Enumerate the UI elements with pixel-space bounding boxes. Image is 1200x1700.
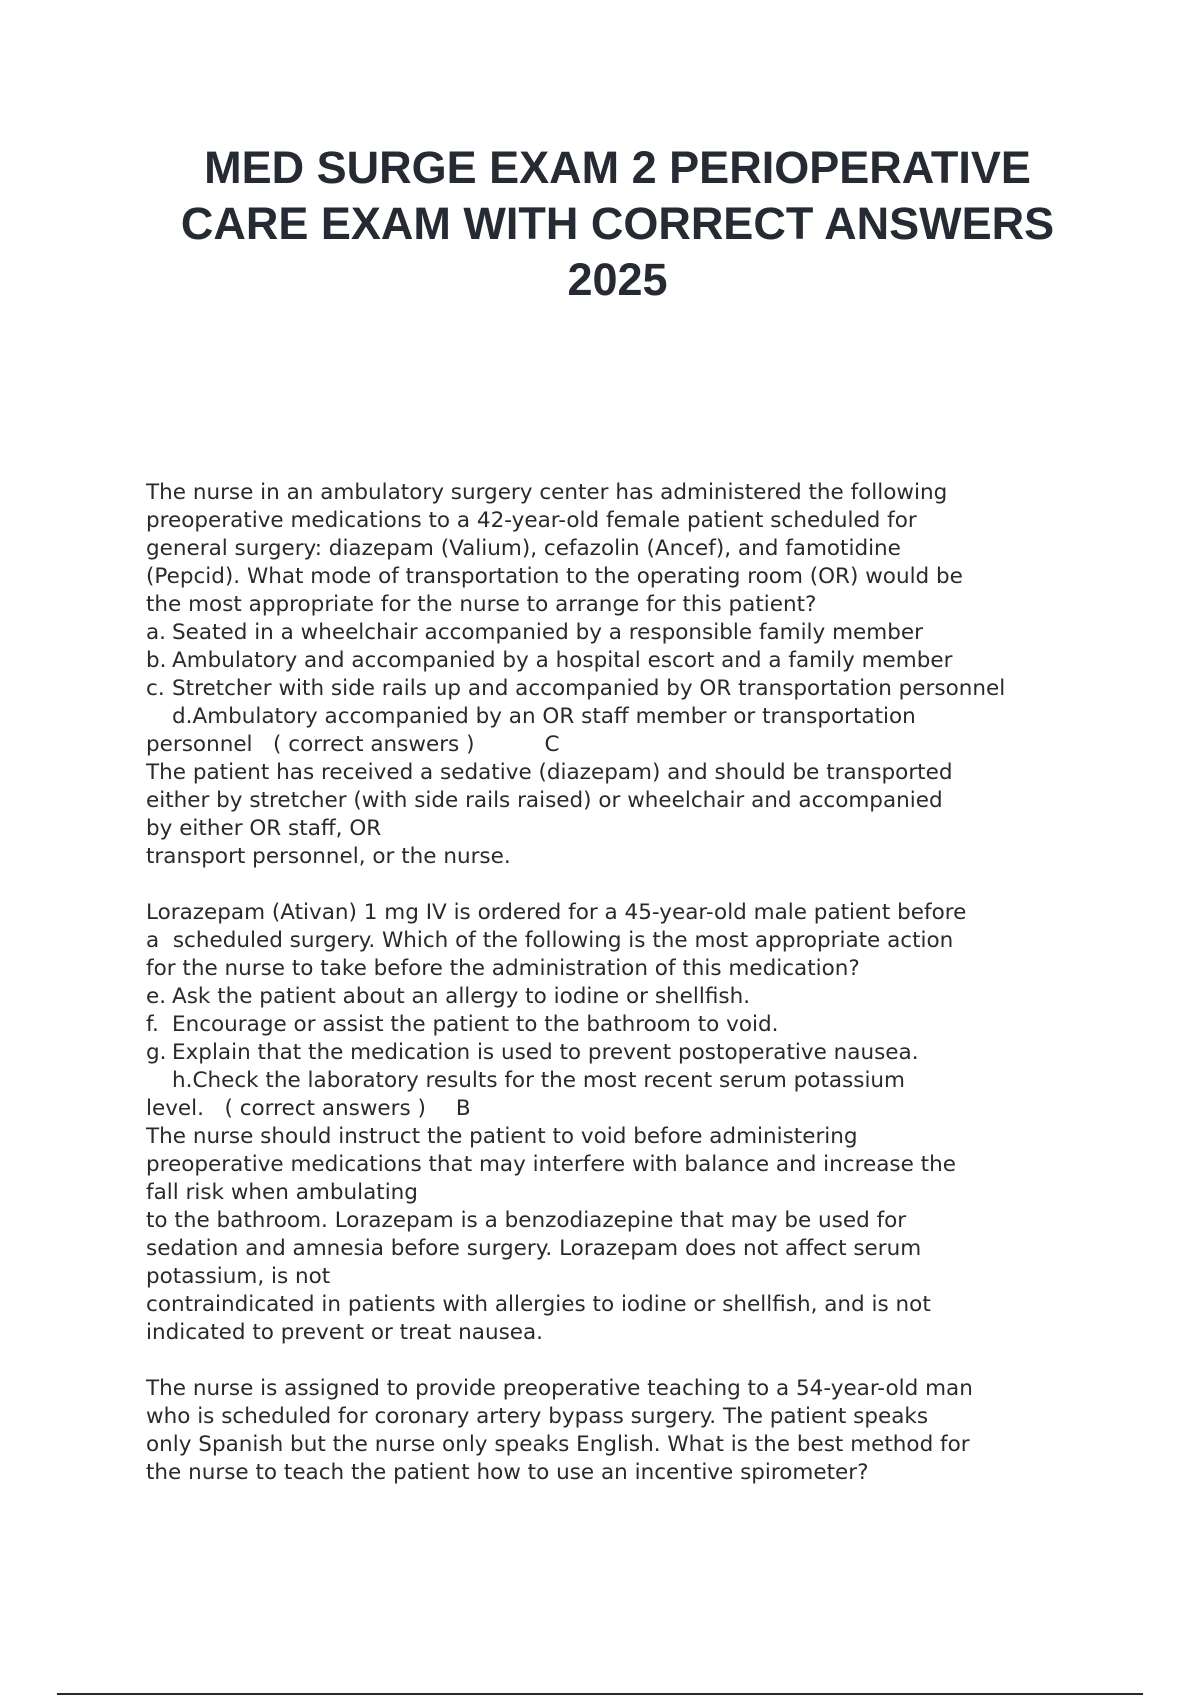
option-text: Seated in a wheelchair accompanied by a responsible family member [172,620,923,645]
question-2 [146,899,1106,1347]
question-2-stem [146,899,1106,983]
title-line-3: 2025 [567,254,668,305]
option-text: Ask the patient about an allergy to iodine or shellfish. [172,984,751,1009]
stem-line: general surgery: diazepam (Valium), cefazolin (Ancef), and famotidine [146,536,901,561]
option-text: Explain that the medication is used to prevent postoperative nausea. [172,1040,919,1065]
stem-line: who is scheduled for coronary artery bypass surgery. The patient speaks [146,1404,929,1429]
rationale-line: transport personnel, or the nurse. [146,844,511,869]
title-line-2: CARE EXAM WITH CORRECT ANSWERS [180,198,1055,249]
option-g [146,1039,1106,1067]
rationale-line: preoperative medications that may interfere with balance and increase the [146,1152,956,1177]
question-3 [146,1375,1106,1487]
option-letter: c. [146,676,165,701]
option-d: d.Ambulatory accompanied by an OR staff member or transportation [172,704,916,729]
correct-answer: C [544,732,560,757]
option-text: Encourage or assist the patient to the bathroom to void. [172,1012,779,1037]
stem-line: for the nurse to take before the administration of this medication? [146,956,860,981]
question-2-rationale [146,1123,1106,1347]
stem-line: Lorazepam (Ativan) 1 mg IV is ordered for a 45-year-old male patient before [146,900,967,925]
rationale-line: The nurse should instruct the patient to void before administering [146,1124,858,1149]
document-body [146,479,1106,1515]
rationale-line: fall risk when ambulating [146,1180,418,1205]
option-e [146,983,1106,1011]
title-line-1: MED SURGE EXAM 2 PERIOPERATIVE [204,142,1031,193]
option-letter: e. [146,984,167,1009]
rationale-line: either by stretcher (with side rails raised) or wheelchair and accompanied [146,788,943,813]
rationale-line: The patient has received a sedative (diazepam) and should be transported [146,760,953,785]
option-text: Stretcher with side rails up and accompanied by OR transportation personnel [172,676,1006,701]
stem-line: The nurse is assigned to provide preoperative teaching to a 54-year-old man [146,1376,973,1401]
option-letter: f. [146,1012,159,1037]
answer-marker: ( correct answers ) [224,1096,426,1121]
stem-line: preoperative medications to a 42-year-old female patient scheduled for [146,508,917,533]
option-letter: a. [146,620,167,645]
stem-line: The nurse in an ambulatory surgery center has administered the following [146,480,948,505]
question-1-stem [146,479,1106,619]
stem-line: the most appropriate for the nurse to arrange for this patient? [146,592,817,617]
option-letter: b. [146,648,167,673]
option-letter: g. [146,1040,167,1065]
rationale-line: by either OR staff, OR [146,816,382,841]
option-h: h.Check the laboratory results for the most recent serum potassium [172,1068,905,1093]
rationale-line: indicated to prevent or treat nausea. [146,1320,544,1345]
question-1-rationale [146,759,1106,871]
option-b [146,647,1106,675]
stem-line: a scheduled surgery. Which of the following is the most appropriate action [146,928,954,953]
option-d-continued: personnel [146,732,253,757]
answer-line [146,731,1106,759]
correct-answer: B [455,1096,471,1121]
stem-line: the nurse to teach the patient how to use an incentive spirometer? [146,1460,869,1485]
rationale-line: to the bathroom. Lorazepam is a benzodiazepine that may be used for [146,1208,907,1233]
option-h-continued: level. [146,1096,204,1121]
footer-divider [57,1693,1143,1695]
rationale-line: potassium, is not [146,1264,331,1289]
question-1 [146,479,1106,871]
stem-line: (Pepcid). What mode of transportation to the operating room (OR) would be [146,564,963,589]
option-a [146,619,1106,647]
answer-line [146,1095,1106,1123]
answer-marker: ( correct answers ) [273,732,475,757]
stem-line: only Spanish but the nurse only speaks English. What is the best method for [146,1432,970,1457]
option-c [146,675,1106,703]
option-f [146,1011,1106,1039]
rationale-line: contraindicated in patients with allergies to iodine or shellfish, and is not [146,1292,931,1317]
question-3-stem [146,1375,1106,1487]
option-text: Ambulatory and accompanied by a hospital escort and a family member [172,648,953,673]
rationale-line: sedation and amnesia before surgery. Lorazepam does not affect serum [146,1236,922,1261]
document-title [100,140,1135,308]
